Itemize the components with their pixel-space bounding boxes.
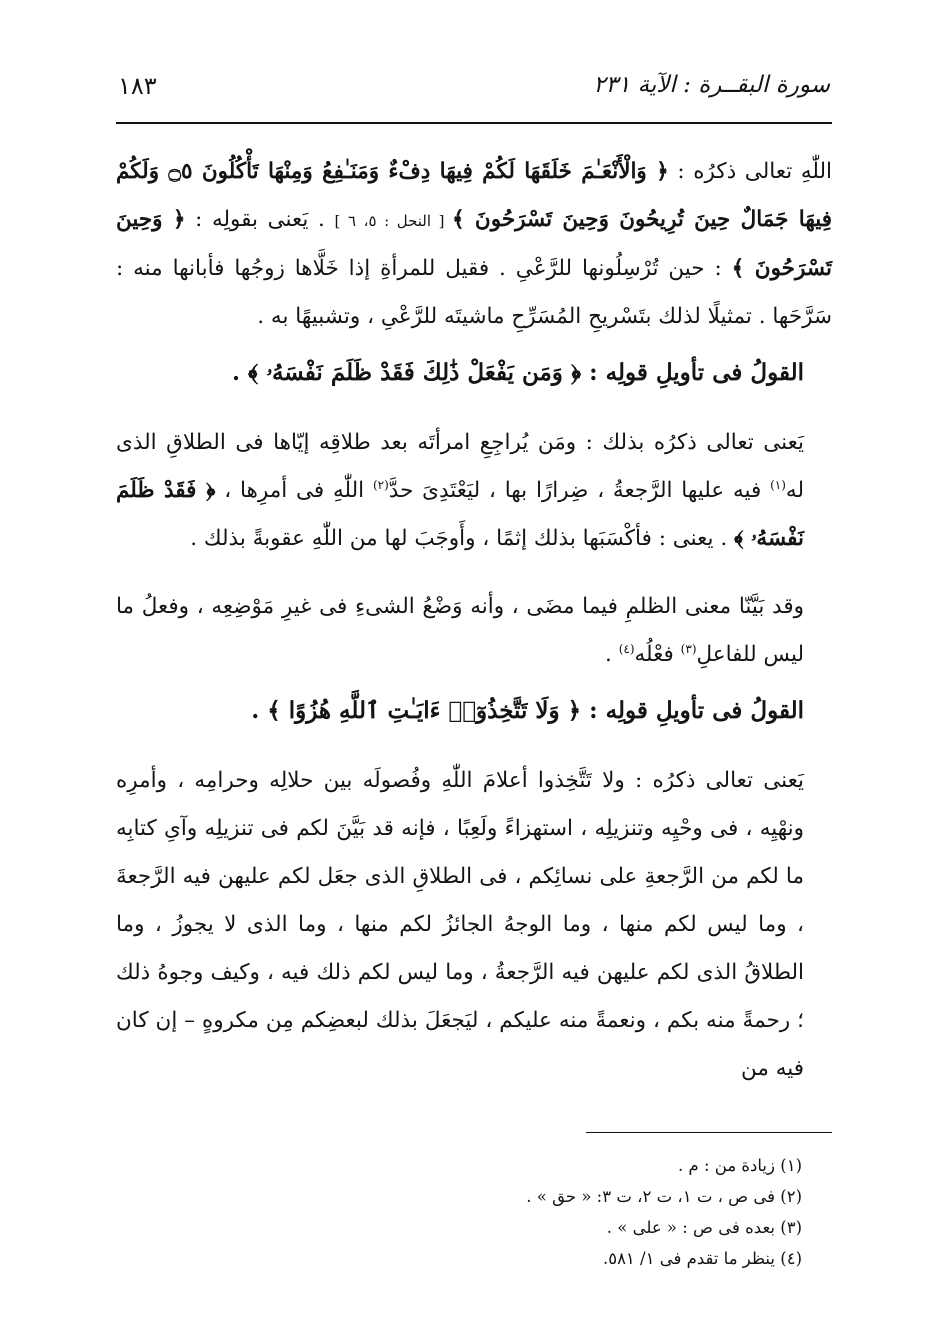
main-text xyxy=(116,148,832,1093)
paragraph-4-text: يَعنى تعالى ذكرُه : ولا تَتَّخِذوا أعلامَ اللّٰهِ وفُصولَه بين حلالِه وحرامِه ، وأمرِه ونهْيِه ، فى وحْيِه وتنزيلِه ، استهزاءً ولَعِبًا ، فإنه قد بَيَّنَ لكم فى تنزيلِه وآىِ كتابِه ما لكم من الرَّجعةِ على نسائِكم ، فى الطلاقِ الذى جعَل لكم عليهن فيه الرَّجعةَ ، وما ليس لكم منها ، وما الوجهُ الجائزُ لكم منها ، وما الذى لا يجوزُ ، وما الطلاقُ الذى لكم عليهن فيه الرَّجعةُ ، وما ليس لكم ذلك فيه ، وكيف وجوهُ ذلك ؛ رحمةً منه بكم ، ونعمةً منه عليكم ، ليَجعَلَ بذلك لبعضِكم مِن مكروهٍ – إن كان فيه من xyxy=(116,768,804,1081)
quran-quote: ﴿ وَالْأَنْعَـٰمَ خَلَقَهَا لَكُمْ فِيهَا دِفْءٌ وَمَنَـٰفِعُ وَمِنْهَا تَأْكُلُونَ ۝٥ وَلَكُمْ فِيهَا جَمَالٌ حِينَ تُرِيحُونَ وَحِينَ تَسْرَحُونَ ﴾ xyxy=(116,159,832,232)
surah-title: سورة البقــرة : الآية ٢٣١ xyxy=(593,72,830,98)
paragraph-2-text-c: اللّٰهِ فى أمرِها ، xyxy=(215,478,373,503)
running-header xyxy=(118,72,830,112)
paragraph-4 xyxy=(116,757,832,1093)
paragraph-3-text-b: فعْلُه xyxy=(634,642,681,667)
section-heading-1 xyxy=(116,347,832,399)
quran-quote: ﴿ فَقَدْ ظَلَمَ نَفْسَهُۥ ﴾ xyxy=(116,478,804,551)
footnote-separator xyxy=(586,1132,832,1133)
footnote-4: (٤) ينظر ما تقدم فى ١/ ٥٨١. xyxy=(602,1249,802,1268)
heading-lead: القولُ فى تأويلِ قولِه : xyxy=(581,697,804,724)
paragraph-2-text-d: . يعنى : فأكْسَبَها بذلك إثمًا ، وأَوجَبَ لها من اللّٰهِ عقوبةً بذلك . xyxy=(190,526,735,551)
header-rule xyxy=(116,122,832,124)
footnote-1: (١) زيادة من : م . xyxy=(678,1156,802,1175)
paragraph-2-text-a: يَعنى تعالى ذكرُه بذلك : ومَن يُراجِعِ امرأتَه بعد طلاقِه إيّاها فى الطلاقِ الذى له xyxy=(116,430,804,503)
quran-quote: ﴿ وَمَن يَفْعَلْ ذَٰلِكَ فَقَدْ ظَلَمَ نَفْسَهُۥ ﴾ xyxy=(248,359,582,386)
verse-reference: [ النحل : ٥، ٦ ] xyxy=(334,212,453,230)
heading-tail: . xyxy=(251,697,268,724)
footnote-marker-1[interactable]: (١) xyxy=(770,477,786,492)
paragraph-3-text-a: وقد بَيَّنّا معنى الظلمِ فيما مضَى ، وأنه وَضْعُ الشىءِ فى غيرِ مَوْضِعِه ، وفعلُ ما ليس للفاعلِ xyxy=(116,594,804,667)
paragraph-1-text-a: اللّٰهِ تعالى ذكرُه : xyxy=(668,159,832,184)
paragraph-3-text-c: . xyxy=(605,642,619,667)
quran-quote: ﴿ وَلَا تَتَّخِذُوٓا۟ ءَايَـٰتِ ٱللَّهِ هُزُوًا ﴾ xyxy=(267,697,582,724)
heading-lead: القولُ فى تأويلِ قولِه : xyxy=(581,359,804,386)
paragraph-1-text-c: : حين تُرْسِلُونها للرَّعْىِ . فقيل للمرأةِ إذا خَلَّاها زوجُها فأبانها منه : سَرَّحَها . تمثيلًا لذلك بتَسْريحِ المُسَرِّحِ ماشيتَه للرَّعْىِ ، وتشبيهًا به . xyxy=(116,256,832,329)
footnote-marker-4[interactable]: (٤) xyxy=(618,641,635,656)
paragraph-2-text-b: فيه عليها الرَّجعةُ ، ضِرارًا بها ، ليَعْتَدِىَ حدَّ xyxy=(388,478,771,503)
paragraph-1-text-b: . يَعنى بقولِه : xyxy=(185,207,335,232)
footnote-3: (٣) بعده فى ص : « على » . xyxy=(606,1218,802,1237)
footnote-marker-2[interactable]: (٢) xyxy=(372,477,389,492)
paragraph-1 xyxy=(116,148,832,341)
paragraph-2 xyxy=(116,419,832,563)
heading-tail: . xyxy=(231,359,248,386)
quran-quote: ﴿ وَحِينَ تَسْرَحُونَ ﴾ xyxy=(116,207,832,281)
page-number: ١٨٣ xyxy=(118,72,157,100)
footnote-marker-3[interactable]: (٣) xyxy=(680,641,697,656)
footnote-2: (٢) فى ص ، ت ١، ت ٢، ت ٣: « حق » . xyxy=(526,1187,802,1206)
footnotes xyxy=(116,1150,832,1274)
paragraph-3 xyxy=(116,583,832,679)
section-heading-2 xyxy=(116,685,832,737)
